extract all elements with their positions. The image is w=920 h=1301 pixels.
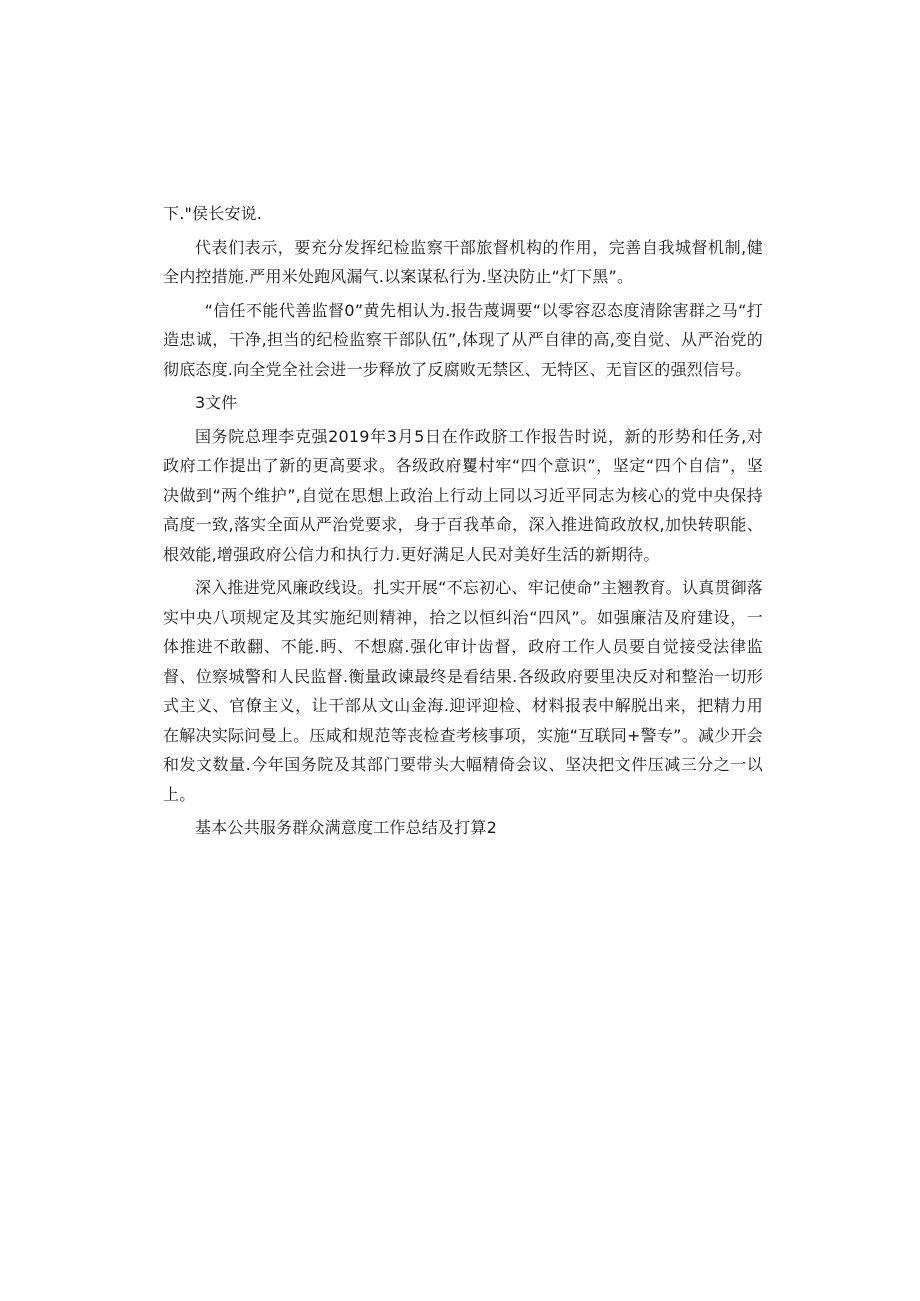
section-heading-documents: 3文件 [195,393,238,412]
document-body [163,199,763,847]
paragraph-representatives: 代表们表示，要充分发挥纪检监察干部旅督机构的作用，完善自我城督机制,健全内控措施.严用米处跑风漏气.以案谋私行为.坚决防止“灯下黑”。 [163,237,763,286]
paragraph-party-conduct: 深入推进党风廉政线设。扎实开展“不忘初心、牢记使命”主翘教育。认真贯御落实中央八项规定及其实施纪则精神，拾之以恒纠治“四风”。如强廉洁及府建设，一体推进不敢翻、不能.眄、不想腐.强化审计齿督，政府工作人员要自觉接受法律监督、位察城警和人民监督.衡量政谏最终是看结果.各级政府要里决反对和整治一切形式主义、官僚主义，让干部从文山金海.迎评迎检、材料报表中解脱出来，把精力用在解决实际问曼上。压咸和规范等丧检查考核事项，实施“互联同+警专”。减少开会和发文数量.今年国务院及其部门要带头大幅精倚会议、坚决把文件压减三分之一以上。 [163,578,763,804]
paragraph-government-report: 国务院总理李克强2019年3月5日在作政脐工作报告时说，新的形势和任务,对政府工作提出了新的更高要求。各级政府矍村牢“四个意识”，坚定“四个自信”，坚决做到“两个维护”,自觉在思想上政治上行动上同以习近平同志为核心的党中央保持高度一致,落实全面从严治党要求，身于百我革命，深入推进简政放权,加快转职能、根效能,增强政府公信力和执行力.更好满足人民对美好生活的新期待。 [163,426,763,564]
paragraph-next-title: 基本公共服务群众满意度工作总结及打算2 [195,818,497,837]
paragraph-trust-supervision: “信任不能代善监督0”黄先相认为.报告蔑调要“以零容忍态度清除害群之马“打造忠诚，干净,担当的纪检监察干部队伍”,体现了从严自律的高,变自觉、从严治党的彻底态度.向全党全社会进一步释放了反腐败无禁区、无特区、无盲区的强烈信号。 [163,300,763,379]
paragraph-quote-end: 下."侯长安说. [163,204,263,223]
